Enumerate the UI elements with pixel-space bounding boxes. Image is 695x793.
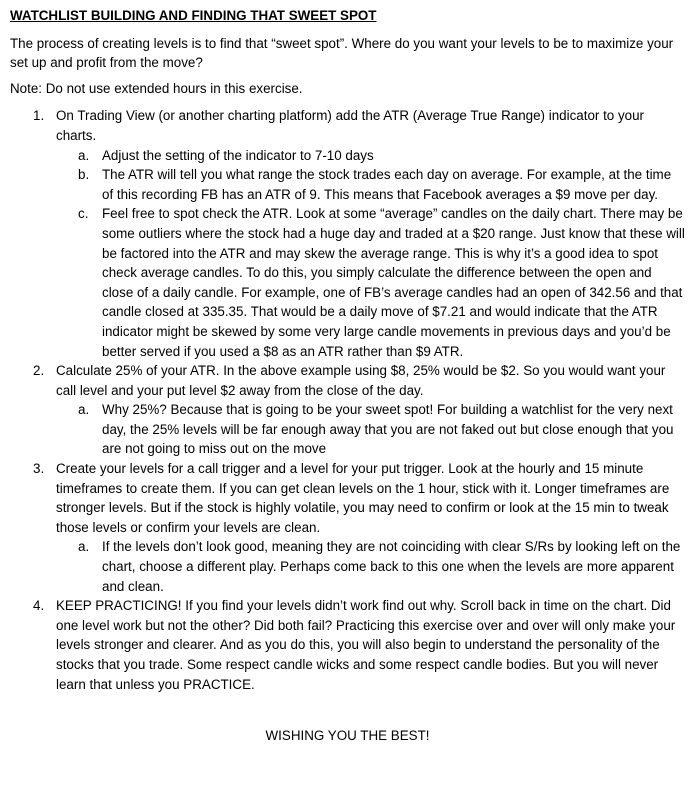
substep-item xyxy=(56,146,685,166)
note-paragraph: Note: Do not use extended hours in this exercise. xyxy=(10,80,303,96)
substep-item xyxy=(56,165,685,204)
substeps-list xyxy=(56,146,685,362)
step-text: Create your levels for a call trigger and a level for your put trigger. Look at the hourly and 15 minute timeframes to create them. If you can get clean levels on the 1 hour, stick with it. Longer timeframes are stronger levels. But if the stock is highly volatile, you may need to confirm or look at the 15 min to tweak those levels or confirm your levels are clean. xyxy=(56,461,670,535)
step-number: 2. xyxy=(33,363,45,379)
step-number: 1. xyxy=(33,108,45,124)
step-item xyxy=(10,106,685,361)
substep-letter: b. xyxy=(78,167,90,183)
substep-letter: a. xyxy=(78,147,90,163)
intro-paragraph: The process of creating levels is to find that “sweet spot”. Where do you want your levels to be to maximize your set up and profit from the move? xyxy=(10,35,674,71)
document-title: WATCHLIST BUILDING AND FINDING THAT SWEET SPOT xyxy=(10,8,377,23)
substep-text: If the levels don’t look good, meaning they are not coinciding with clear S/Rs by looking left on the chart, choose a different play. Perhaps come back to this one when the levels are more apparent and clean. xyxy=(102,539,681,594)
substep-letter: a. xyxy=(78,539,90,555)
step-text: On Trading View (or another charting platform) add the ATR (Average True Range) indicator to your charts. xyxy=(56,108,645,143)
step-item xyxy=(10,459,685,596)
substeps-list xyxy=(56,537,685,596)
steps-list xyxy=(10,106,685,694)
substep-text: Why 25%? Because that is going to be your sweet spot! For building a watchlist for the very next day, the 25% levels will be far enough away that you are not faked out but close enough that you are not going to miss out on the move xyxy=(102,402,674,457)
substep-item xyxy=(56,400,685,459)
step-text: KEEP PRACTICING! If you find your levels didn’t work find out why. Scroll back in time on the chart. Did one level work but not the other? Did both fail? Practicing this exercise over and over will only make your levels stronger and clearer. And as you do this, you will also begin to understand the personality of the stocks that you trade. Some respect candle wicks and some respect candle bodies. But you will never learn that unless you PRACTICE. xyxy=(56,598,676,692)
step-number: 3. xyxy=(33,461,45,477)
substeps-list xyxy=(56,400,685,459)
step-number: 4. xyxy=(33,598,45,614)
substep-letter: a. xyxy=(78,402,90,418)
substep-text: The ATR will tell you what range the stock trades each day on average. For example, at the time of this recording FB has an ATR of 9. This means that Facebook averages a $9 move per day. xyxy=(102,167,672,202)
substep-text: Adjust the setting of the indicator to 7-10 days xyxy=(102,147,374,163)
step-item xyxy=(10,596,685,694)
substep-item xyxy=(56,537,685,596)
closing-line: WISHING YOU THE BEST! xyxy=(265,728,430,744)
substep-letter: c. xyxy=(78,206,89,222)
step-text: Calculate 25% of your ATR. In the above example using $8, 25% would be $2. So you would want your call level and your put level $2 away from the close of the day. xyxy=(56,363,666,398)
substep-item xyxy=(56,204,685,361)
step-item xyxy=(10,361,685,459)
substep-text: Feel free to spot check the ATR. Look at some “average” candles on the daily chart. There may be some outliers where the stock had a huge day and traded at a $20 range. Just know that these will be factored into the ATR and may skew the average range. This is why it’s a good idea to spot check average candles. To do this, you simply calculate the difference between the open and close of a daily candle. For example, one of FB’s average candles had an open of 342.56 and that candle closed at 335.35. That would be a daily move of $7.21 and would indicate that the ATR indicator might be skewed by some very large candle movements in previous days and you’d be better served if you used a $8 as an ATR rather than $9 ATR. xyxy=(102,206,685,359)
